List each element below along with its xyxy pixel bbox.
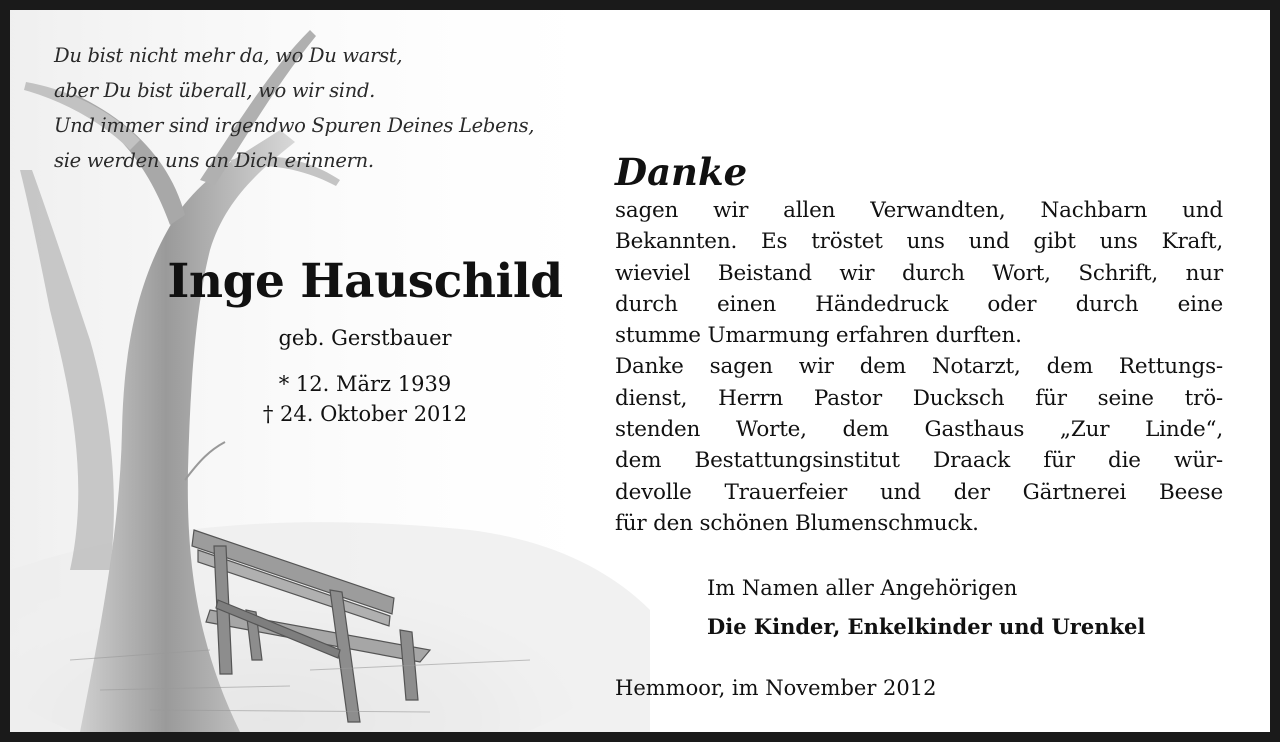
poem-line: aber Du bist überall, wo wir sind. <box>54 79 376 102</box>
thanks-title: Danke <box>615 150 748 194</box>
family-signature: Die Kinder, Enkelkinder und Urenkel <box>707 614 1146 639</box>
thanks-line: stenden Worte, dem Gasthaus „Zur Linde“, <box>615 417 1223 443</box>
poem-line: Und immer sind irgendwo Spuren Deines Lebens, <box>54 114 535 137</box>
thanks-line: stumme Umarmung erfahren durften. <box>615 323 1022 349</box>
thanks-line: durch einen Händedruck oder durch eine <box>615 291 1223 317</box>
thanks-line: devolle Trauerfeier und der Gärtnerei Beese <box>615 479 1223 505</box>
thanks-line: dem Bestattungsinstitut Draack für die wür- <box>615 448 1223 474</box>
closing-line: Im Namen aller Angehörigen <box>707 576 1018 600</box>
thanks-line: sagen wir allen Verwandten, Nachbarn und <box>615 198 1223 223</box>
poem-line: Du bist nicht mehr da, wo Du warst, <box>54 44 403 67</box>
deceased-name: Inge Hauschild <box>167 254 563 309</box>
thanks-line: für den schönen Blumenschmuck. <box>615 510 979 536</box>
obituary-card <box>10 10 1270 732</box>
birth-date: * 12. März 1939 <box>278 372 452 396</box>
memorial-poem <box>54 38 534 178</box>
thanks-line: dienst, Herrn Pastor Ducksch für seine trö- <box>615 385 1223 411</box>
life-dates <box>110 369 620 429</box>
thanks-line: wieviel Beistand wir durch Wort, Schrift, nur <box>615 260 1223 286</box>
thanks-text <box>615 195 1223 539</box>
thanks-line: Bekannten. Es tröstet uns und gibt uns Kraft, <box>615 229 1223 255</box>
place-and-date: Hemmoor, im November 2012 <box>615 676 937 700</box>
death-date: † 24. Oktober 2012 <box>262 402 468 426</box>
thanks-line: Danke sagen wir dem Notarzt, dem Rettungs- <box>615 354 1223 380</box>
birth-name: geb. Gerstbauer <box>278 326 452 350</box>
poem-line: sie werden uns an Dich erinnern. <box>54 149 374 172</box>
